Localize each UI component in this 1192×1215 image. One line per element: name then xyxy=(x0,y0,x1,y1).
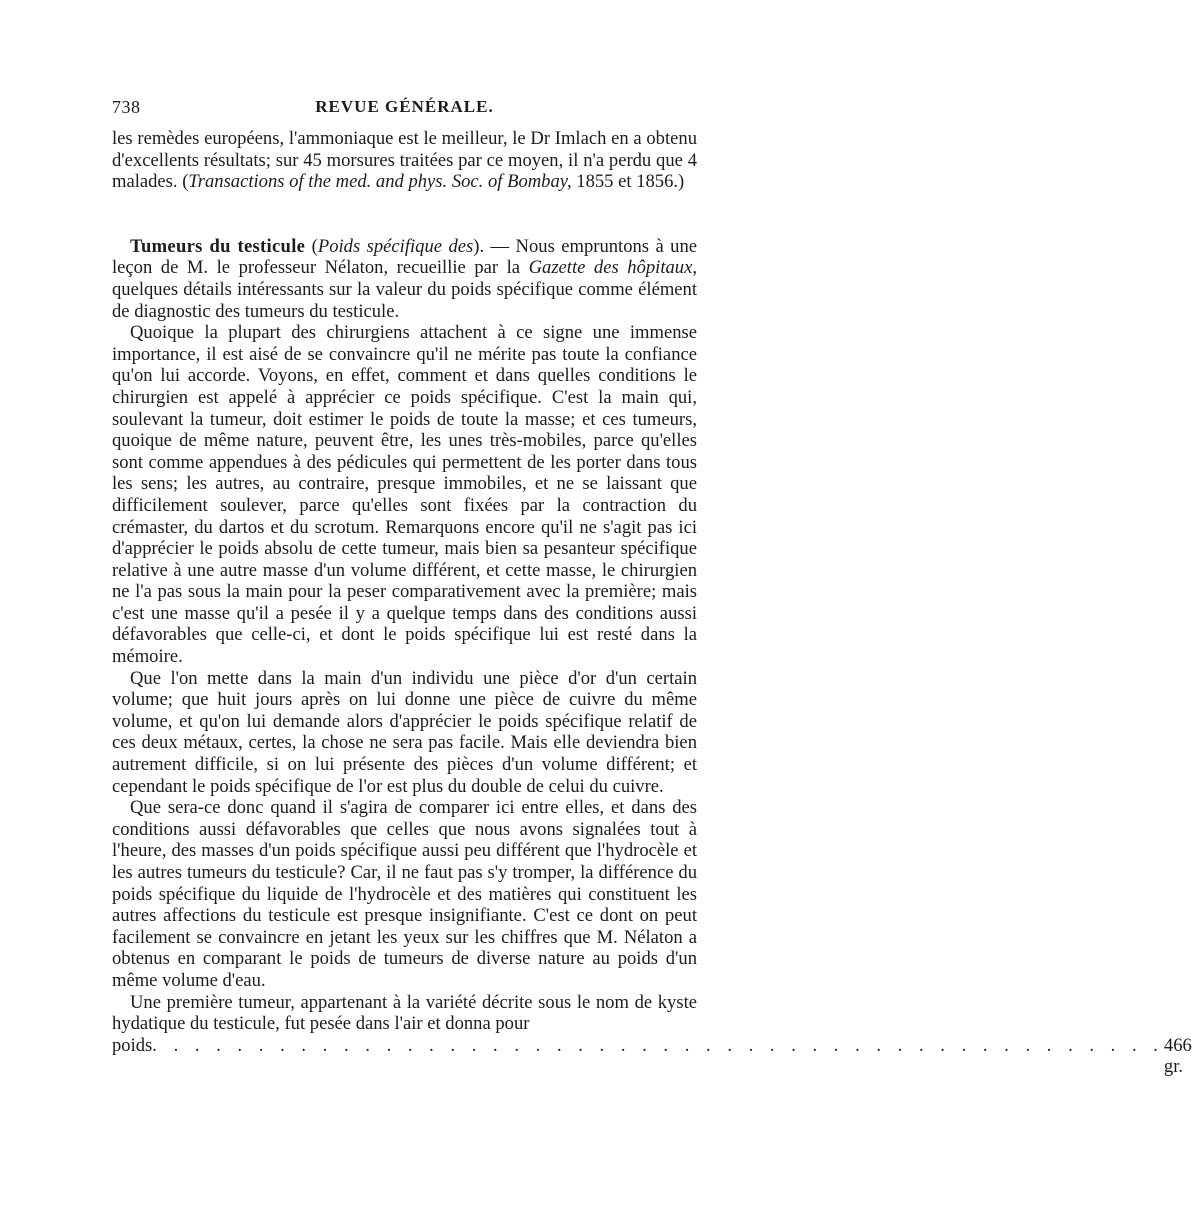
paragraph-1 xyxy=(112,128,697,193)
paragraph-4: Que l'on mette dans la main d'un individu une pièce d'or d'un certain volume; que huit jours après on lui donne une pièce de cuivre du même volume, et qu'on lui demande alors d'apprécier le poids spécifique relatif de ces deux métaux, certes, la chose ne sera pas facile. Mais elle deviendra bien autrement difficile, si on lui présente des pièces d'un volume différent; et cependant le poids spécifique de l'or est plus du double de celui du cuivre. xyxy=(112,667,697,797)
paragraph-6: Une première tumeur, appartenant à la variété décrite sous le nom de kyste hydatique du testicule, fut pesée dans l'air et donna pour xyxy=(112,991,697,1035)
weight-label: poids xyxy=(112,1034,153,1056)
paren-open: ( xyxy=(305,235,318,257)
running-title: REVUE GÉNÉRALE. xyxy=(315,97,494,116)
running-header xyxy=(112,97,697,121)
body-text xyxy=(112,128,1192,1078)
paragraph-3: Quoique la plupart des chirurgiens attachent à ce signe une immense importance, il est aisé de se convaincre qu'il ne mérite pas toute la confiance qu'on lui accorde. Voyons, en effet, comment et dans quelles conditions le chirurgien est appelé à apprécier ce poids spécifique. C'est la main qui, soulevant la tumeur, doit estimer le poids de toute la masse; et ces tumeurs, quoique de même nature, peuvent être, les unes très-mobiles, parce qu'elles sont comme appendues à des pédicules qui permettent de les porter dans tous les sens; les autres, au contraire, presque immobiles, et ne se laissant que difficilement soulever, parce qu'elles sont fixées par la contraction du crémaster, du dartos et du scrotum. Remarquons encore qu'il ne s'agit pas ici d'apprécier le poids absolu de cette tumeur, mais bien sa pesanteur spécifique relative à une autre masse d'un volume différent, et cette masse, le chirurgien ne l'a pas sous la main pour la peser comparativement avec la première; mais c'est une masse qu'il a pesée il y a quelque temps dans des conditions aussi défavorables que celle-ci, et dont le poids spécifique lui est resté dans la mémoire. xyxy=(112,322,697,668)
citation-years: 1855 et 1856.) xyxy=(571,171,685,193)
weight-line xyxy=(112,1034,1192,1078)
paragraph-1-text: les remèdes européens, l'ammoniaque est le meilleur, le Dr Imlach en a obtenu d'excellents résultats; sur 45 morsures traitées par ce moyen, il n'a perdu que 4 malades. ( xyxy=(112,128,697,193)
paragraph-2-rest: , quelques détails intéressants sur la valeur du poids spécifique comme élément de diagnostic des tumeurs du testicule. xyxy=(112,257,697,322)
paragraph-5: Que sera-ce donc quand il s'agira de comparer ici entre elles, et dans des conditions aussi défavorables que celles que nous avons signalées tout à l'heure, des masses d'un poids spécifique aussi peu différent que l'hydrocèle et les autres tumeurs du testicule? Car, il ne faut pas s'y tromper, la différence du poids spécifique du liquide de l'hydrocèle et des matières qui constituent les autres affections du testicule est presque insignifiante. C'est ce dont on peut facilement se convaincre en jetant les yeux sur les chiffres que M. Nélaton a obtenus en comparant le poids de tumeurs de diverse nature au poids d'un même volume d'eau. xyxy=(112,797,697,991)
journal-name: Gazette des hôpitaux xyxy=(528,257,693,279)
section-subtitle: Poids spécifique des xyxy=(317,235,474,257)
dot-leader: . . . . . . . . . . . . . . . . . . . . . . . . . . . . . . . . . . . . . . . . . . . . . . . . xyxy=(152,1034,1164,1056)
citation: Transactions of the med. and phys. Soc. of Bombay, xyxy=(188,171,572,193)
paragraph-2-text: ). — Nous empruntons à une leçon de M. le professeur Nélaton, recueillie par la xyxy=(112,235,698,279)
page-number: 738 xyxy=(112,97,141,117)
section-heading: Tumeurs du testicule xyxy=(130,235,306,257)
weight-value: 466 gr. xyxy=(1163,1034,1192,1078)
paragraph-2 xyxy=(112,236,697,322)
